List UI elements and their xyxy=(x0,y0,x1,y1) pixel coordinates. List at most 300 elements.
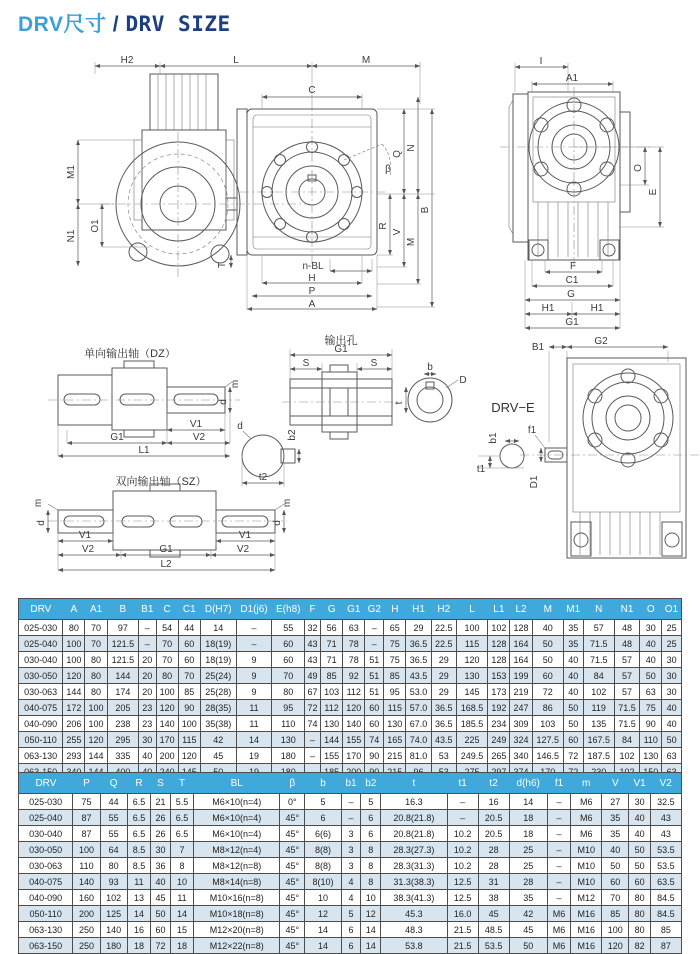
table-cell: 100 xyxy=(156,684,178,700)
table-cell: 35 xyxy=(602,810,629,826)
column-header: t2 xyxy=(478,773,509,794)
table-cell: 115 xyxy=(384,700,406,716)
table-cell: 5 xyxy=(341,906,361,922)
table-cell: 180 xyxy=(100,938,127,954)
table-cell: 18 xyxy=(509,810,547,826)
table-cell: 144 xyxy=(85,748,107,764)
column-header: Q xyxy=(100,773,127,794)
table-cell: M6 xyxy=(547,906,570,922)
dim-label-dz-d: d xyxy=(218,399,229,405)
table-row xyxy=(19,620,682,636)
dim-label-dz-g1: G1 xyxy=(110,432,124,443)
column-header: A1 xyxy=(85,599,107,620)
dim-label-sz-g1: G1 xyxy=(159,544,173,555)
table-cell: M10 xyxy=(571,842,602,858)
column-header: V xyxy=(602,773,629,794)
table-cell: 130 xyxy=(456,668,487,684)
table-cell: 155 xyxy=(343,732,365,748)
dim-label-hole-g1: G1 xyxy=(334,344,348,355)
table-cell: M6×10(n=4) xyxy=(194,794,280,810)
table-cell: 205 xyxy=(107,700,138,716)
sz-title: 双向输出轴（SZ） xyxy=(115,476,207,488)
table-cell: 53 xyxy=(431,748,456,764)
dim-label-h1-left: H1 xyxy=(541,303,555,314)
table-cell: 50 xyxy=(509,938,547,954)
table-cell: 28 xyxy=(478,858,509,874)
dim-label-b1-dim: B1 xyxy=(531,342,545,353)
table-cell: 206 xyxy=(63,716,85,732)
table-cell: 48 xyxy=(614,636,639,652)
table-cell: 35 xyxy=(563,620,583,636)
dim-label-b: B xyxy=(420,206,431,214)
table-cell: 74.0 xyxy=(406,732,431,748)
table-cell: 50 xyxy=(662,732,682,748)
dim-label-m-top: M xyxy=(361,55,371,66)
table-cell: 45° xyxy=(280,938,305,954)
table-cell: 102 xyxy=(100,890,127,906)
table-cell: 110 xyxy=(640,732,662,748)
column-header: M1 xyxy=(563,599,583,620)
table-cell: 26 xyxy=(151,810,171,826)
table-cell: – xyxy=(341,810,361,826)
table-cell: 12.5 xyxy=(447,874,478,890)
table-cell: 60 xyxy=(151,922,171,938)
table-cell: 28 xyxy=(478,842,509,858)
table-cell: 3 xyxy=(341,826,361,842)
column-header: V2 xyxy=(650,773,681,794)
column-header: B1 xyxy=(139,599,157,620)
table-cell: 75 xyxy=(384,636,406,652)
column-header: b xyxy=(305,773,341,794)
table-cell: 8 xyxy=(170,858,193,874)
table-cell: 80 xyxy=(156,668,178,684)
table-cell: – xyxy=(305,732,321,748)
table-cell: 40 xyxy=(640,652,662,668)
table-cell: 20.8(21.8) xyxy=(381,810,447,826)
table-cell: 50 xyxy=(629,858,650,874)
table-cell: 140 xyxy=(156,716,178,732)
table-cell: 82 xyxy=(629,938,650,954)
table-cell: 71.5 xyxy=(583,636,614,652)
table-cell: 103 xyxy=(532,716,563,732)
table-cell: 28 xyxy=(509,874,547,890)
dim-label-sz-v2-left: V2 xyxy=(81,544,95,555)
column-header: BL xyxy=(194,773,280,794)
table-cell: 155 xyxy=(321,748,343,764)
table-cell: 87 xyxy=(73,826,100,842)
technical-drawings xyxy=(0,52,700,594)
table-cell: 18(19) xyxy=(200,652,236,668)
table-cell: 4 xyxy=(341,874,361,890)
column-header: L2 xyxy=(510,599,532,620)
table-cell: 8.5 xyxy=(127,858,150,874)
column-header: L1 xyxy=(488,599,510,620)
table-cell: M16 xyxy=(571,938,602,954)
dim-label-m1: M1 xyxy=(66,165,77,179)
table-cell: 14 xyxy=(361,938,381,954)
sz-shaft-drawing xyxy=(33,474,293,570)
table-cell: 70 xyxy=(156,652,178,668)
table-cell: 30 xyxy=(629,794,650,810)
table-cell: 78 xyxy=(343,636,365,652)
dim-label-c1: C1 xyxy=(565,275,579,286)
table-cell: 153 xyxy=(488,668,510,684)
table-cell: 247 xyxy=(510,700,532,716)
dim-label-sz-d-right: d xyxy=(272,520,283,526)
table-cell: 121.5 xyxy=(107,636,138,652)
table-cell: 35(38) xyxy=(200,716,236,732)
table-cell: 128 xyxy=(510,620,532,636)
column-header: β xyxy=(280,773,305,794)
table-cell: 87 xyxy=(650,938,681,954)
table-cell: 167.5 xyxy=(583,732,614,748)
table-cell: 335 xyxy=(107,748,138,764)
table-cell: 16 xyxy=(127,922,150,938)
column-header: R xyxy=(127,773,150,794)
table-cell: 35 xyxy=(509,890,547,906)
table-cell: M6×10(n=4) xyxy=(194,810,280,826)
column-header: O xyxy=(640,599,662,620)
table-row xyxy=(19,906,682,922)
dim-label-h2: H2 xyxy=(120,55,134,66)
table-cell: 31.3(38.3) xyxy=(381,874,447,890)
table-row xyxy=(19,716,682,732)
table-cell: 6 xyxy=(341,922,361,938)
main-assembly-drawing xyxy=(66,55,435,310)
table-cell: 6.5 xyxy=(127,810,150,826)
table-cell: 85 xyxy=(602,906,629,922)
table-cell: 63 xyxy=(662,748,682,764)
table-cell: 95 xyxy=(384,684,406,700)
table-cell: 110 xyxy=(73,858,100,874)
table-cell: 36.5 xyxy=(431,700,456,716)
dim-label-e: E xyxy=(648,188,659,196)
header-row xyxy=(19,773,682,794)
table-cell: 128 xyxy=(488,636,510,652)
table-cell: 36 xyxy=(151,858,171,874)
table-cell: 063-130 xyxy=(19,922,73,938)
table-cell: M8×12(n=4) xyxy=(194,842,280,858)
table-cell: 54 xyxy=(156,620,178,636)
column-header: M xyxy=(532,599,563,620)
dim-label-dz-l1: L1 xyxy=(138,445,150,456)
column-header: H1 xyxy=(406,599,431,620)
table-cell: 80 xyxy=(85,684,107,700)
table-row xyxy=(19,890,682,906)
table-cell: 20 xyxy=(139,668,157,684)
dim-label-hole-d-small: d xyxy=(237,421,243,432)
table-cell: 140 xyxy=(73,874,100,890)
table-cell: 38 xyxy=(478,890,509,906)
table-cell: 60 xyxy=(365,700,384,716)
table-cell: 110 xyxy=(272,716,305,732)
table-cell: 100 xyxy=(178,716,200,732)
table-cell: 18 xyxy=(127,938,150,954)
table-cell: 75 xyxy=(384,652,406,668)
table-cell: 030-050 xyxy=(19,842,73,858)
table-cell: 29 xyxy=(431,652,456,668)
table-cell: 8 xyxy=(361,842,381,858)
table-cell: 130 xyxy=(321,716,343,732)
table-cell: 85 xyxy=(178,684,200,700)
table-cell: 45° xyxy=(280,874,305,890)
table-cell: 72 xyxy=(563,748,583,764)
table-cell: 30 xyxy=(662,684,682,700)
table-cell: 130 xyxy=(272,732,305,748)
table-cell: 40 xyxy=(139,748,157,764)
table-cell: 32.5 xyxy=(650,794,681,810)
table-cell: – xyxy=(547,842,570,858)
table-cell: 51 xyxy=(365,652,384,668)
table-cell: 8(8) xyxy=(305,858,341,874)
table-cell: – xyxy=(547,890,570,906)
table-cell: 215 xyxy=(384,748,406,764)
table-cell: 9 xyxy=(236,684,272,700)
table-cell: 100 xyxy=(85,716,107,732)
page-title-zh: DRV尺寸 xyxy=(18,13,107,36)
table-cell: 45 xyxy=(200,748,236,764)
table-cell: 23 xyxy=(139,700,157,716)
drve-label: DRV−E xyxy=(491,400,535,415)
table-cell: 90 xyxy=(365,748,384,764)
table-cell: – xyxy=(547,794,570,810)
dim-label-sz-v1-right: V1 xyxy=(238,530,252,541)
table-cell: 22.5 xyxy=(431,636,456,652)
dim-label-sz-m-right: m xyxy=(282,498,293,508)
table-cell: 36.5 xyxy=(431,716,456,732)
table-cell: 63.5 xyxy=(650,874,681,890)
table-cell: M8×14(n=8) xyxy=(194,874,280,890)
table-cell: 30 xyxy=(662,652,682,668)
table-cell: 74 xyxy=(365,732,384,748)
table-cell: 57.0 xyxy=(406,700,431,716)
table-cell: 57 xyxy=(614,652,639,668)
table-cell: 20.5 xyxy=(478,826,509,842)
page-title-en: DRV SIZE xyxy=(125,12,231,36)
table-cell: 14 xyxy=(200,620,236,636)
table-cell: 44 xyxy=(100,794,127,810)
table-cell: 28.3(27.3) xyxy=(381,842,447,858)
table-cell: 87 xyxy=(73,810,100,826)
dim-label-dz-v2: V2 xyxy=(192,432,206,443)
table-cell: 127.5 xyxy=(532,732,563,748)
table-cell: 40 xyxy=(629,810,650,826)
column-header: f1 xyxy=(547,773,570,794)
table-cell: 71.5 xyxy=(614,716,639,732)
dim-label-p: P xyxy=(308,286,316,297)
table-cell: 8(10) xyxy=(305,874,341,890)
table-cell: 53.0 xyxy=(406,684,431,700)
column-header: t1 xyxy=(447,773,478,794)
table-cell: 140 xyxy=(100,922,127,938)
table-cell: 40 xyxy=(629,826,650,842)
table-cell: 29 xyxy=(406,620,431,636)
table-cell: 25(24) xyxy=(200,668,236,684)
table-cell: 250 xyxy=(73,922,100,938)
table-cell: M16 xyxy=(571,906,602,922)
table-cell: 14 xyxy=(236,732,272,748)
table-cell: 8 xyxy=(361,858,381,874)
table-cell: 72 xyxy=(532,684,563,700)
table-cell: 102 xyxy=(583,684,614,700)
table-cell: 70 xyxy=(85,636,107,652)
table-cell: – xyxy=(547,826,570,842)
table-cell: 025-030 xyxy=(19,794,73,810)
table-cell: 23 xyxy=(139,716,157,732)
dimension-table-secondary xyxy=(18,772,682,954)
table-cell: 144 xyxy=(63,684,85,700)
table-cell: 103 xyxy=(321,684,343,700)
column-header: C1 xyxy=(178,599,200,620)
table-cell: – xyxy=(341,794,361,810)
table-cell: M10 xyxy=(571,874,602,890)
table-cell: 120 xyxy=(178,748,200,764)
table-cell: 20 xyxy=(139,652,157,668)
column-header: B xyxy=(107,599,138,620)
table-cell: 29 xyxy=(431,684,456,700)
table-cell: 60 xyxy=(629,874,650,890)
table-cell: – xyxy=(447,810,478,826)
table-cell: 120 xyxy=(63,668,85,684)
table-cell: 30 xyxy=(662,668,682,684)
table-cell: 293 xyxy=(63,748,85,764)
column-header: A xyxy=(63,599,85,620)
table-cell: 172 xyxy=(63,700,85,716)
table-cell: 27 xyxy=(602,794,629,810)
table-cell: 25 xyxy=(662,620,682,636)
table-cell: 84.5 xyxy=(650,906,681,922)
table-row xyxy=(19,826,682,842)
table-cell: 60 xyxy=(602,874,629,890)
table-cell: 45.3 xyxy=(381,906,447,922)
table-cell: 60 xyxy=(563,732,583,748)
table-cell: 250 xyxy=(73,938,100,954)
table-cell: 120 xyxy=(343,700,365,716)
table-cell: M6 xyxy=(571,794,602,810)
table-row xyxy=(19,938,682,954)
table-cell: 030-040 xyxy=(19,652,63,668)
table-cell: 45° xyxy=(280,922,305,938)
table-cell: 6 xyxy=(305,810,341,826)
table-cell: 185.5 xyxy=(456,716,487,732)
table-cell: 50 xyxy=(151,906,171,922)
table-cell: 145 xyxy=(456,684,487,700)
table-cell: – xyxy=(236,636,272,652)
table-cell: 225 xyxy=(456,732,487,748)
table-cell: 67.0 xyxy=(406,716,431,732)
table-cell: 199 xyxy=(510,668,532,684)
table-cell: 130 xyxy=(640,748,662,764)
table-cell: 53.5 xyxy=(478,938,509,954)
dim-label-hole-t: t xyxy=(394,401,405,405)
column-header: G xyxy=(321,599,343,620)
table-row xyxy=(19,810,682,826)
table-cell: 3 xyxy=(341,858,361,874)
table-cell: 12 xyxy=(305,906,341,922)
table-cell: 174 xyxy=(107,684,138,700)
drve-drawing xyxy=(477,336,700,558)
table-cell: 40 xyxy=(563,668,583,684)
table-cell: 21.5 xyxy=(447,938,478,954)
table-cell: – xyxy=(547,810,570,826)
table-cell: – xyxy=(547,874,570,890)
table-cell: 165 xyxy=(384,732,406,748)
table-cell: 80 xyxy=(629,890,650,906)
table-cell: 55 xyxy=(272,620,305,636)
table-cell: 8.5 xyxy=(127,842,150,858)
table-cell: 51 xyxy=(365,684,384,700)
table-cell: 48 xyxy=(614,620,639,636)
table-cell: 115 xyxy=(178,732,200,748)
table-cell: – xyxy=(447,794,478,810)
table-cell: 20.8(21.8) xyxy=(381,826,447,842)
table-cell: 90 xyxy=(178,700,200,716)
table-cell: 71.5 xyxy=(583,652,614,668)
table-cell: 14 xyxy=(305,922,341,938)
column-header: V1 xyxy=(629,773,650,794)
table-cell: 60 xyxy=(272,636,305,652)
table-cell: 20 xyxy=(139,684,157,700)
table-cell: 180 xyxy=(272,748,305,764)
table-cell: 20.5 xyxy=(478,810,509,826)
table-cell: 120 xyxy=(85,732,107,748)
dim-label-sz-m-left: m xyxy=(33,498,44,508)
table-cell: 120 xyxy=(156,700,178,716)
table-row xyxy=(19,794,682,810)
table-cell: 81.0 xyxy=(406,748,431,764)
dim-label-i: I xyxy=(539,56,543,67)
table-cell: 200 xyxy=(73,906,100,922)
table-cell: 67 xyxy=(305,684,321,700)
hole-title: 输出孔 xyxy=(324,335,358,347)
table-cell: 025-040 xyxy=(19,810,73,826)
column-header: DRV xyxy=(19,773,73,794)
table-cell: 120 xyxy=(456,652,487,668)
table-row xyxy=(19,700,682,716)
table-cell: 84 xyxy=(614,732,639,748)
table-cell: M6 xyxy=(571,826,602,842)
table-cell: 43 xyxy=(305,652,321,668)
table-cell: 13 xyxy=(127,890,150,906)
table-cell: 187.5 xyxy=(583,748,614,764)
table-cell: 100 xyxy=(456,620,487,636)
table-cell: 11 xyxy=(236,700,272,716)
table-cell: 70 xyxy=(178,668,200,684)
dim-label-r: R xyxy=(378,222,389,230)
table-cell: 7 xyxy=(170,842,193,858)
table-cell: M10×16(n=8) xyxy=(194,890,280,906)
table-cell: M6 xyxy=(571,810,602,826)
table-cell: 135 xyxy=(583,716,614,732)
table-cell: 9 xyxy=(236,668,272,684)
column-header: L xyxy=(456,599,487,620)
table-cell: 063-150 xyxy=(19,938,73,954)
dim-label-g1-side: G1 xyxy=(565,317,579,328)
table-cell: 64 xyxy=(100,842,127,858)
table-cell: 040-090 xyxy=(19,716,63,732)
table-cell: 40 xyxy=(662,716,682,732)
table-cell: 170 xyxy=(156,732,178,748)
table-cell: 45° xyxy=(280,858,305,874)
table-cell: 18(19) xyxy=(200,636,236,652)
table-cell: 6 xyxy=(361,810,381,826)
table-cell: 85 xyxy=(384,668,406,684)
table-cell: 80 xyxy=(272,684,305,700)
table-cell: 63 xyxy=(640,684,662,700)
column-header: N xyxy=(583,599,614,620)
table-row xyxy=(19,922,682,938)
dim-label-v: V xyxy=(392,228,403,236)
